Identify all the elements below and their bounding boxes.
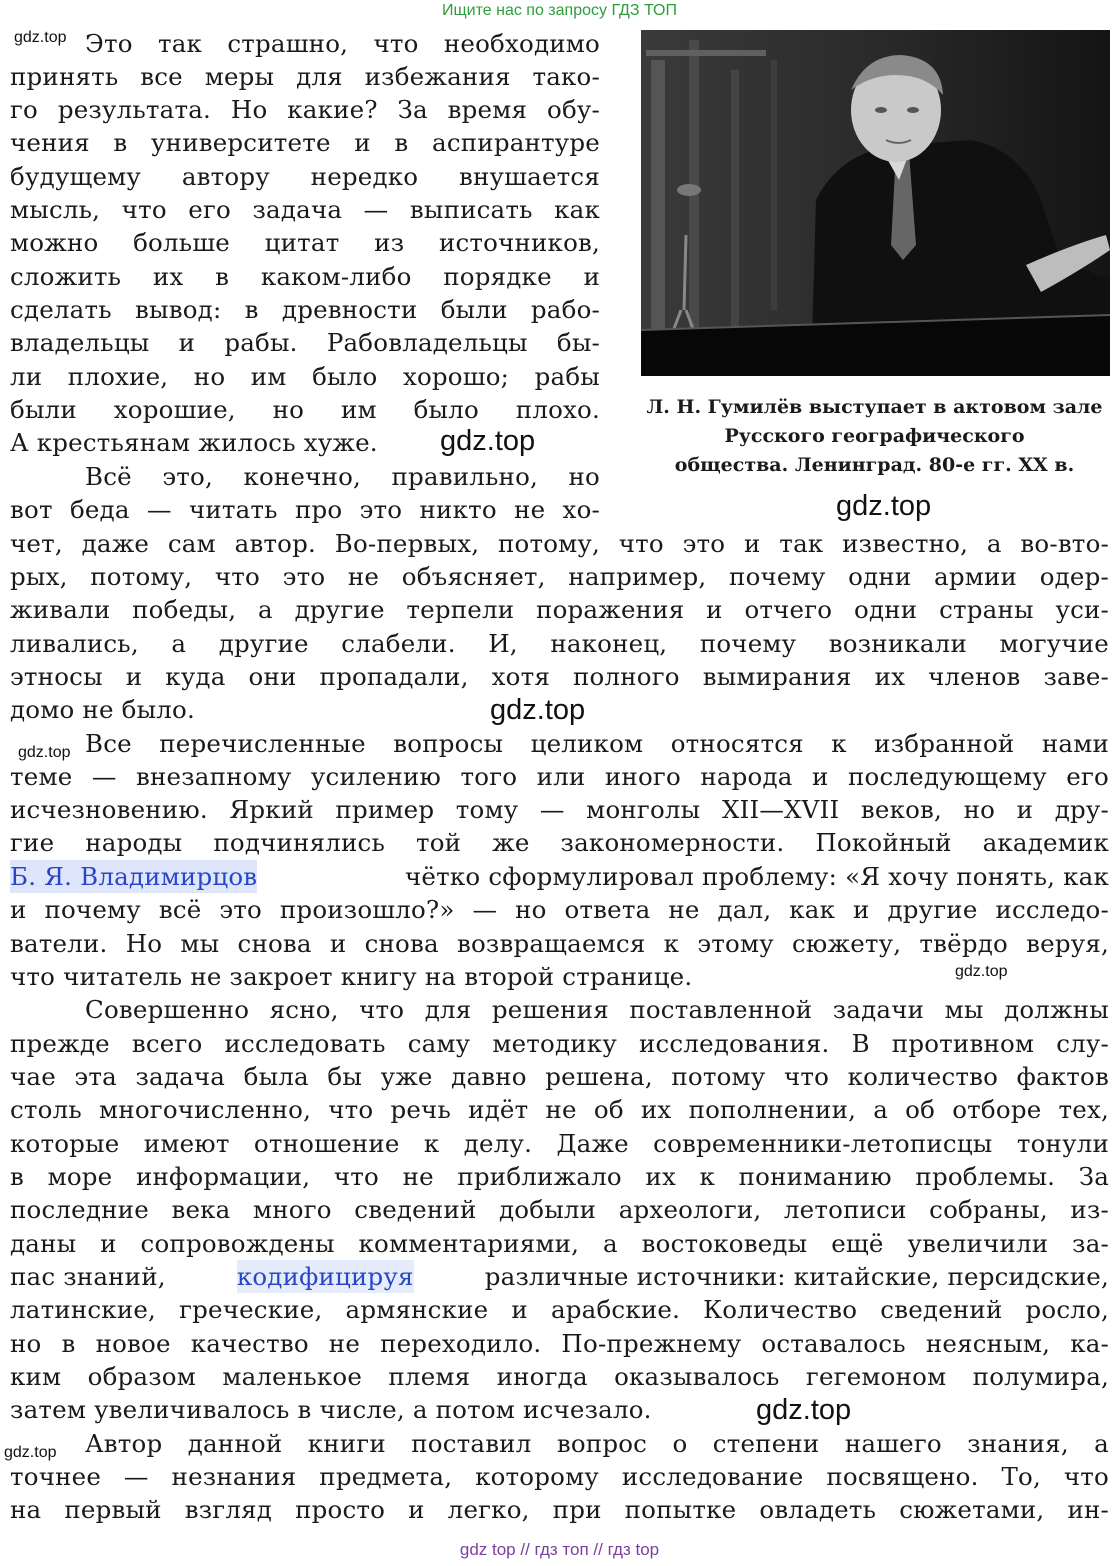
text-line: этносы и куда они пропадали, хотя полного вымирания их членов заве- <box>10 662 1109 691</box>
text-line: последние века много сведений добыли археологи, летописи собраны, из- <box>10 1195 1109 1224</box>
text-line: исчезновению. Яркий пример тому — монголы XII—XVII веков, но и дру- <box>10 795 1109 824</box>
text-line: чет, даже сам автор. Во-первых, потому, что это и так известно, а во-вто- <box>10 529 1109 558</box>
footer-link[interactable]: гдз top <box>607 1540 660 1559</box>
text-fragment: различные источники: китайские, персидские, <box>484 1262 1109 1291</box>
text-line: в море информации, что не приближало их к пониманию проблемы. За <box>10 1162 1109 1191</box>
watermark: gdz.top <box>440 425 536 457</box>
text-line: столь многочисленно, что речь идёт не об их пополнении, а об отборе тех, <box>10 1095 1109 1124</box>
text-line: точнее — незнания предмета, которому исследование посвящено. То, что <box>10 1462 1109 1491</box>
photo-illustration <box>641 30 1110 376</box>
term-link-kodifitsiruya[interactable]: кодифицируя <box>236 1262 414 1291</box>
photo-caption <box>630 393 1119 480</box>
text-fragment: чётко сформулировал проблему: «Я хочу понять, как <box>405 862 1109 891</box>
text-line: прежде всего исследовать саму методику исследования. В противном слу- <box>10 1029 1109 1058</box>
caption-line: Л. Н. Гумилёв выступает в актовом зале <box>646 396 1103 418</box>
text-line: и почему всё это произошло?» — но ответа не дал, как и другие исследо- <box>10 895 1109 924</box>
footer-link[interactable]: gdz top <box>459 1540 516 1559</box>
text-line: сделать вывод: в древности были рабо- <box>10 295 600 324</box>
text-line: даны и сопровождены комментариями, а востоковеды ещё увеличили за- <box>10 1229 1109 1258</box>
footer-separator: // <box>593 1540 603 1559</box>
text-line: ли плохие, но им было хорошо; рабы <box>10 362 600 391</box>
text-line: принять все меры для избежания тако- <box>10 62 600 91</box>
text-fragment: пас знаний, <box>10 1262 166 1291</box>
watermark: gdz.top <box>4 1444 57 1461</box>
text-line: ливались, а другие слабели. И, наконец, почему возникали могучие <box>10 629 1109 658</box>
text-line: сложить их в каком-либо порядке и <box>10 262 600 291</box>
text-line: Всё это, конечно, правильно, но <box>85 462 600 491</box>
text-line: Совершенно ясно, что для решения поставленной задачи мы должны <box>85 995 1109 1024</box>
text-line: будущему автору нередко внушается <box>10 162 600 191</box>
text-line <box>10 860 1109 893</box>
text-line: чае эта задача была бы уже давно решена, потому что количество фактов <box>10 1062 1109 1091</box>
watermark: gdz.top <box>955 963 1008 980</box>
text-line: теме — внезапному усилению того или иного народа и последующему его <box>10 762 1109 791</box>
text-line: можно больше цитат из источников, <box>10 228 600 257</box>
text-line: ким образом маленькое племя иногда оказывалось гегемоном полумира, <box>10 1362 1109 1391</box>
text-line: Все перечисленные вопросы целиком относятся к избранной нами <box>85 729 1109 758</box>
text-line: которые имеют отношение к делу. Даже современники-летописцы тонули <box>10 1129 1109 1158</box>
text-line: ватели. Но мы снова и снова возвращаемся к этому сюжету, твёрдо веруя, <box>10 929 1109 958</box>
footer-link[interactable]: гдз топ <box>534 1540 589 1559</box>
text-line <box>10 1260 1109 1293</box>
text-line: живали победы, а другие терпели поражения и отчего одни страны уси- <box>10 595 1109 624</box>
text-line: Это так страшно, что необходимо <box>85 29 600 58</box>
text-line: но в новое качество не переходило. По-прежнему оставалось неясным, ка- <box>10 1329 1109 1358</box>
text-line: чения в университете и в аспирантуре <box>10 128 600 157</box>
text-line: го результата. Но какие? За время обу- <box>10 95 600 124</box>
term-link-vladimirtsov[interactable]: Б. Я. Владимирцов <box>10 862 258 891</box>
top-banner: Ищите нас по запросу ГДЗ ТОП <box>442 2 677 19</box>
footer-separator: // <box>520 1540 530 1559</box>
text-line: гие народы подчинялись той же закономерности. Покойный академик <box>10 828 1109 857</box>
text-line: домо не было. <box>10 695 195 724</box>
text-line: А крестьянам жилось хуже. <box>10 428 378 457</box>
text-line: что читатель не закроет книгу на второй странице. <box>10 962 693 991</box>
watermark: gdz.top <box>14 29 67 46</box>
caption-line: Русского географического <box>724 425 1025 447</box>
text-line: вот беда — читать про это никто не хо- <box>10 495 600 524</box>
text-line: рых, потому, что это не объясняет, например, почему одни армии одер- <box>10 562 1109 591</box>
text-line: владельцы и рабы. Рабовладельцы бы- <box>10 328 600 357</box>
text-line: затем увеличивалось в числе, а потом исчезало. <box>10 1395 652 1424</box>
watermark: gdz.top <box>18 744 71 761</box>
speaker-photo <box>641 30 1110 376</box>
text-line: были хорошие, но им было плохо. <box>10 395 600 424</box>
watermark: gdz.top <box>490 694 586 726</box>
footer <box>0 1540 1119 1564</box>
text-line: Автор данной книги поставил вопрос о степени нашего знания, а <box>85 1429 1109 1458</box>
text-line: на первый взгляд просто и легко, при попытке овладеть сюжетами, ин- <box>10 1495 1109 1524</box>
watermark: gdz.top <box>836 490 932 522</box>
text-line: мысль, что его задача — выписать как <box>10 195 600 224</box>
text-line: латинские, греческие, армянские и арабские. Количество сведений росло, <box>10 1295 1109 1324</box>
caption-line: общества. Ленинград. 80-е гг. XX в. <box>674 454 1075 476</box>
watermark: gdz.top <box>756 1394 852 1426</box>
